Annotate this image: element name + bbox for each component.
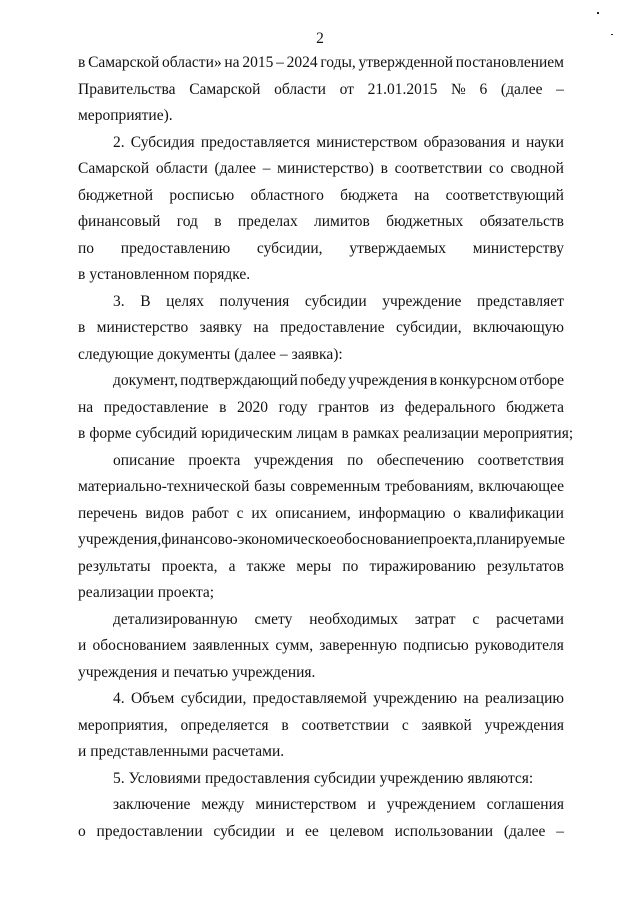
scan-speck xyxy=(611,34,613,35)
text-line: 3. В целях получения субсидии учреждение представляет xyxy=(113,292,564,310)
text-line: материально-технической базы современным требованиям, включающее xyxy=(78,478,564,495)
text-line: учреждения и печатью учреждения. xyxy=(78,663,316,681)
text-line: Самарской области (далее – министерство) в соответствии со сводной xyxy=(78,160,564,177)
text-line: 2. Субсидия предоставляется министерством образования и науки xyxy=(113,133,564,151)
text-line: перечень видов работ с их описанием, информацию о квалификации xyxy=(78,504,564,522)
text-line: в установленном порядке. xyxy=(78,266,251,283)
text-line: Правительства Самарской области от 21.01.2015 № 6 (далее – xyxy=(78,80,564,98)
text-line: в форме субсидий юридическим лицам в рамках реализации мероприятия; xyxy=(78,425,574,442)
text-line: в Самарской области» на 2015 – 2024 годы, утвержденной постановлением xyxy=(78,54,564,71)
text-line: следующие документы (далее – заявка): xyxy=(78,345,343,363)
text-line: о предоставлении субсидии и ее целевом использовании (далее – xyxy=(78,822,564,840)
text-line: учреждения, финансово-экономическое обоснование проекта, планируемые xyxy=(78,531,565,548)
text-line: и обоснованием заявленных сумм, заверенную подписью руководителя xyxy=(78,637,564,654)
document-body xyxy=(78,50,574,845)
text-line: на предоставление в 2020 году грантов из федерального бюджета xyxy=(78,398,564,416)
text-line: 4. Объем субсидии, предоставляемой учреждению на реализацию xyxy=(113,690,564,707)
text-line: заключение между министерством и учреждением соглашения xyxy=(113,796,564,813)
text-line: детализированную смету необходимых затрат с расчетами xyxy=(113,610,564,628)
text-line: в министерство заявку на предоставление субсидии, включающую xyxy=(78,319,564,336)
text-line: документ, подтверждающий победу учреждения в конкурсном отборе xyxy=(113,372,564,389)
text-line: 5. Условиями предоставления субсидии учреждению являются: xyxy=(113,769,534,787)
text-line: бюджетной росписью областного бюджета на соответствующий xyxy=(78,186,564,204)
text-line: и представленными расчетами. xyxy=(78,743,285,760)
text-line: по предоставлению субсидии, утверждаемых министерству xyxy=(78,239,564,257)
text-line: реализации проекта; xyxy=(78,584,215,601)
text-line: результаты проекта, а также меры по тиражированию результатов xyxy=(78,557,564,575)
scan-speck xyxy=(597,12,599,14)
text-line: описание проекта учреждения по обеспечению соответствия xyxy=(113,451,564,469)
page-number: 2 xyxy=(316,30,324,47)
text-line: мероприятия, определяется в соответствии с заявкой учреждения xyxy=(78,716,564,734)
text-line: финансовый год в пределах лимитов бюджетных обязательств xyxy=(78,213,564,230)
text-line: мероприятие). xyxy=(78,107,173,124)
